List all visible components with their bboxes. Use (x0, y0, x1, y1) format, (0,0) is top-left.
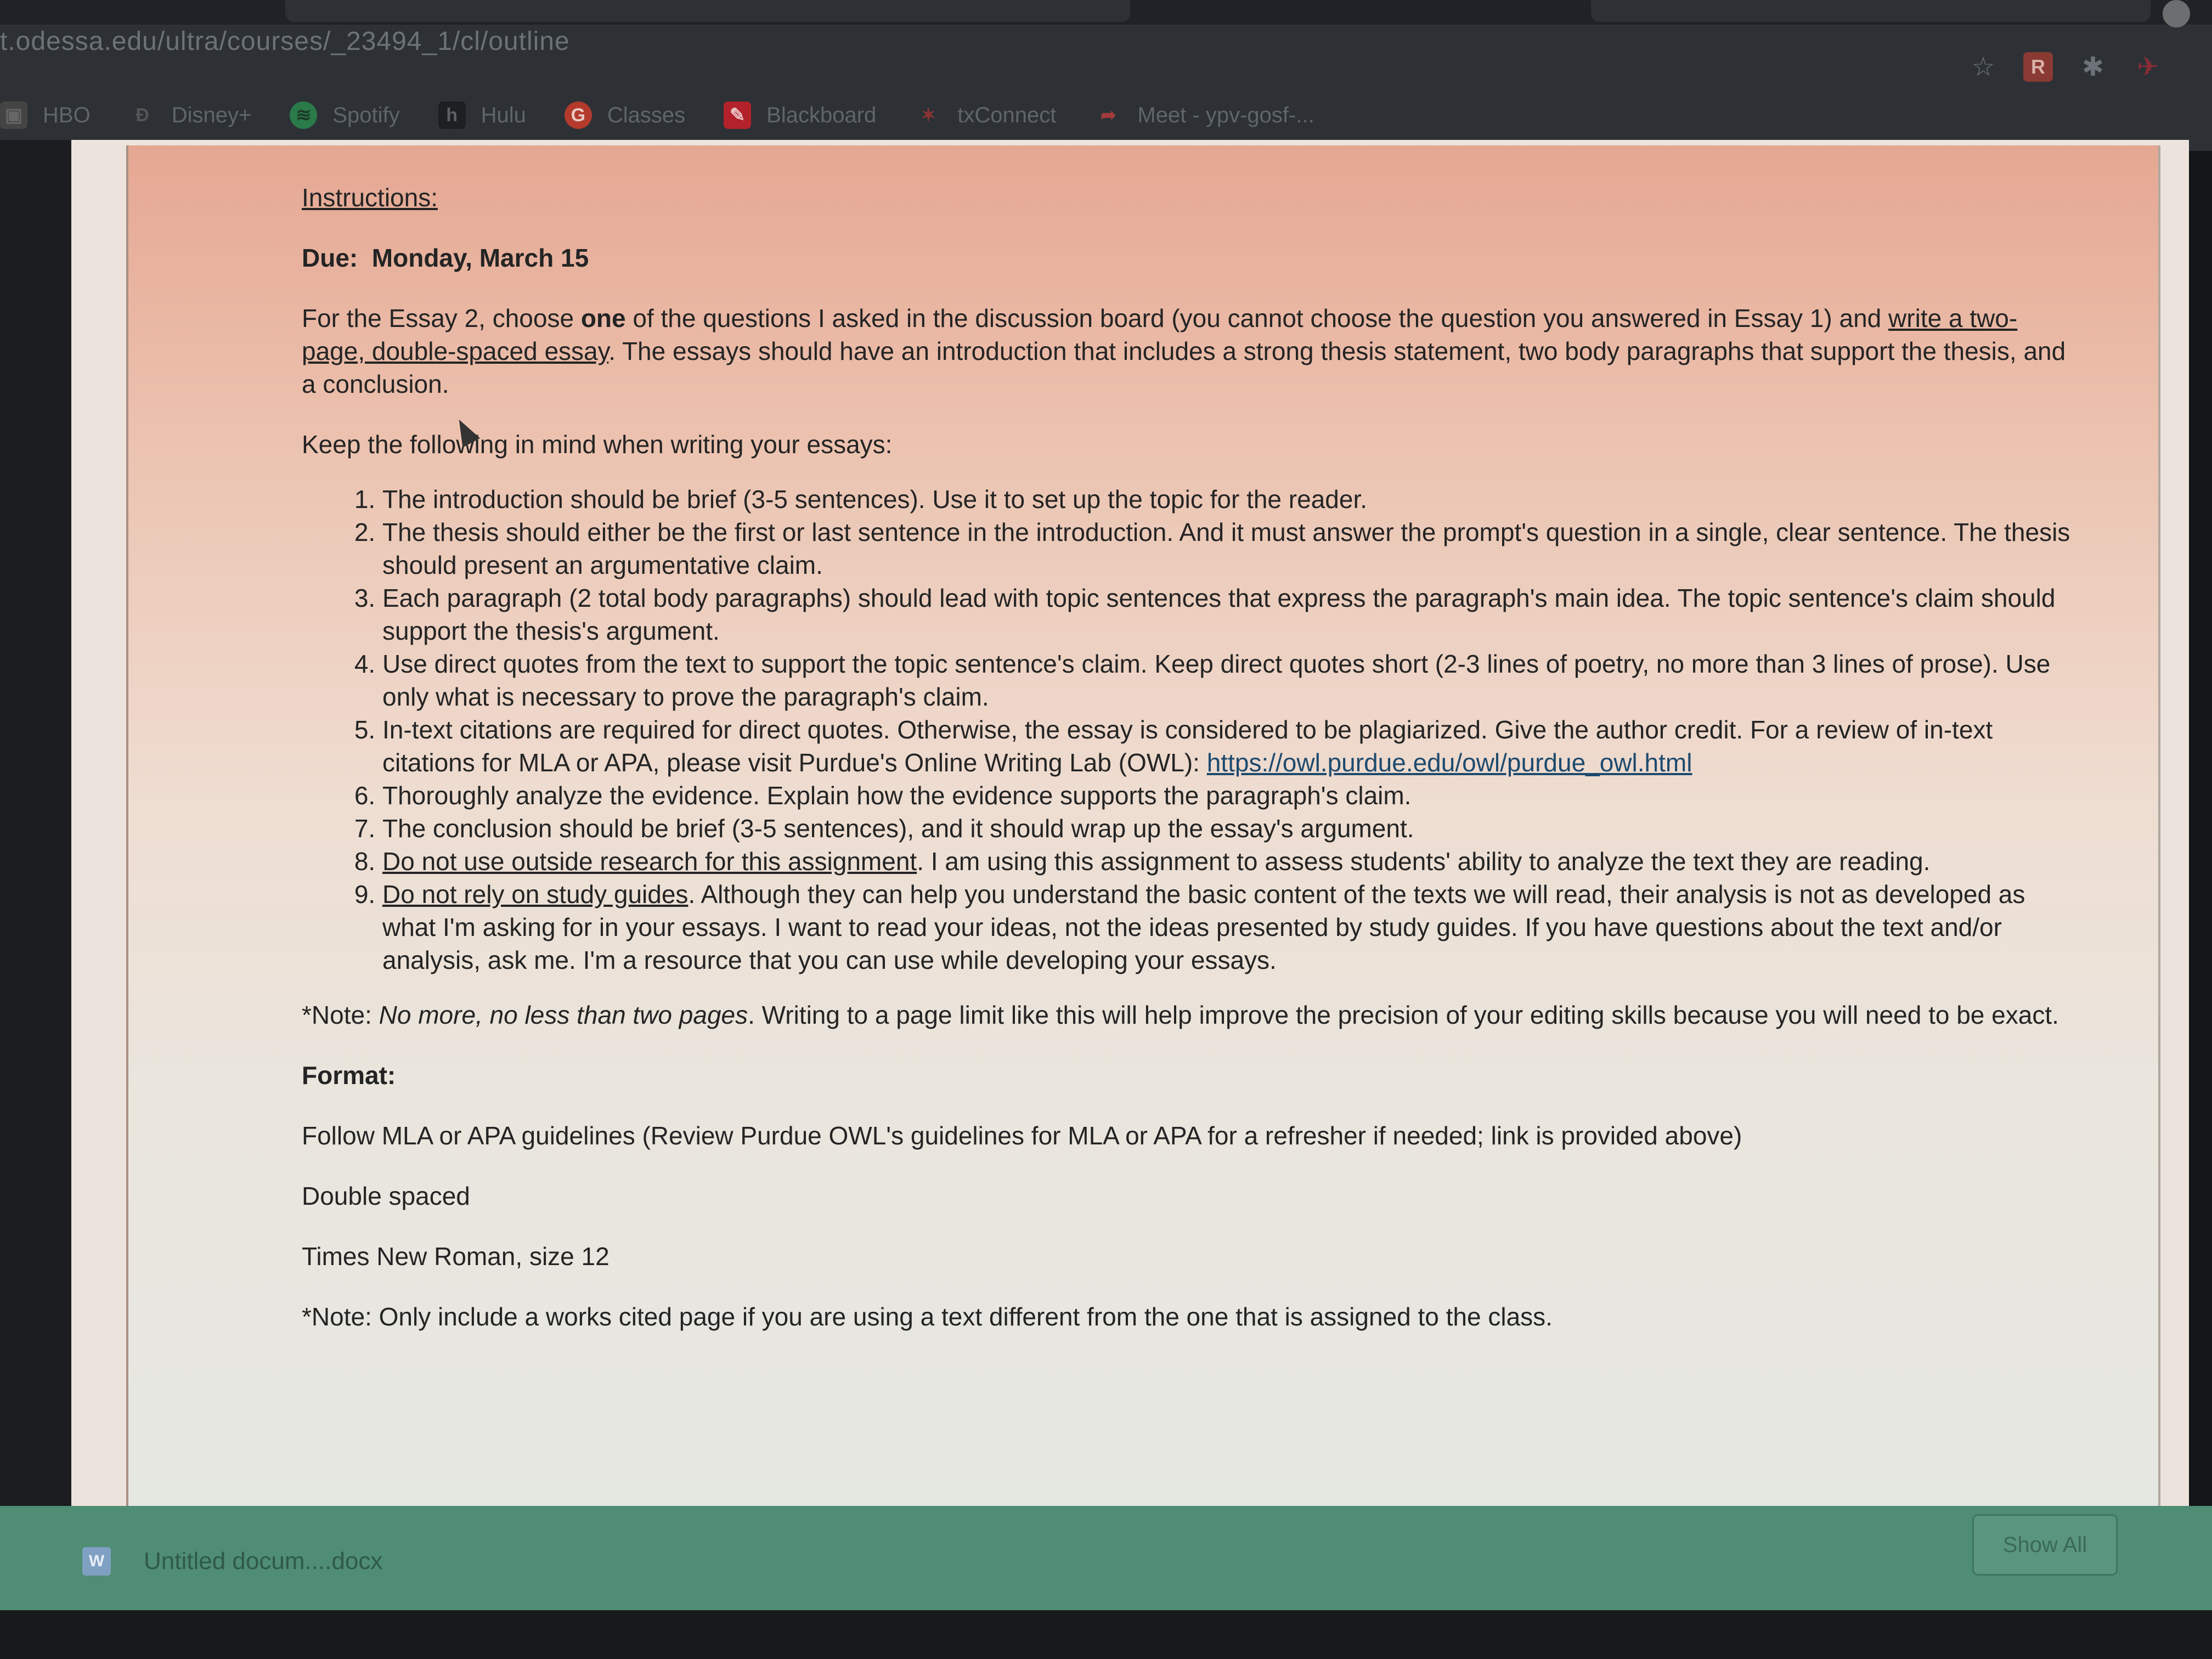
download-file-name: Untitled docum....docx (144, 1548, 383, 1575)
star-icon[interactable]: ☆ (1971, 53, 1995, 82)
download-item[interactable] (82, 1547, 382, 1576)
list-item: 2. The thesis should either be the first or last sentence in the introduction. And it must answer the prompt's question in a single, clear sentence. The thesis should present an argumentative claim. (382, 516, 2074, 582)
bookmark-label: Meet - ypv-gosf-... (1137, 103, 1314, 127)
bookmark-hbo[interactable] (0, 101, 91, 129)
bookmark-txconnect[interactable] (915, 101, 1056, 129)
extension-r-icon[interactable]: R (2023, 52, 2053, 82)
browser-tab[interactable] (285, 0, 1130, 22)
word-document-icon: W (82, 1547, 111, 1576)
hulu-icon: h (438, 101, 466, 129)
list-item: 5. In-text citations are required for direct quotes. Otherwise, the essay is considered to be plagiarized. Give the author credit. For a review of in-text citations for MLA or APA, please visit Purdue's Online Writing Lab (OWL): https://owl.purdue.edu/owl/purdue_owl.html (382, 713, 2074, 779)
tab-strip (0, 0, 2212, 25)
purdue-owl-link[interactable]: https://owl.purdue.edu/owl/purdue_owl.html (1206, 748, 1692, 777)
list-item: 3. Each paragraph (2 total body paragraphs) should lead with topic sentences that express the paragraph's main idea. The topic sentence's claim should support the thesis's argument. (382, 582, 2074, 647)
instructions-heading: Instructions: (302, 183, 438, 212)
screen-left-edge (0, 140, 71, 1517)
bookmark-classes[interactable] (565, 101, 685, 129)
format-line: Times New Roman, size 12 (302, 1242, 610, 1271)
spotify-icon: ≋ (290, 101, 317, 129)
assignment-instructions (302, 181, 2074, 1333)
address-bar[interactable]: t.odessa.edu/ultra/courses/_23494_1/cl/outline (0, 27, 570, 56)
bookmark-meet[interactable] (1094, 101, 1314, 129)
browser-tab[interactable] (1591, 0, 2151, 22)
bookmark-blackboard[interactable] (724, 101, 876, 129)
due-date-line (302, 241, 2074, 274)
bookmark-hulu[interactable] (438, 101, 526, 129)
due-label: Due: (302, 244, 358, 272)
bookmark-label: Hulu (481, 103, 526, 127)
meet-icon: ➦ (1101, 105, 1116, 126)
list-item: 4. Use direct quotes from the text to support the topic sentence's claim. Keep direct quotes short (2-3 lines of poetry, no more than 3 lines of prose). Use only what is necessary to prove the paragraph's claim. (382, 647, 2074, 713)
txconnect-icon: ✶ (921, 105, 936, 126)
bookmark-disney[interactable] (129, 101, 252, 129)
google-icon: G (565, 101, 592, 129)
show-all-button[interactable]: Show All (1972, 1514, 2118, 1576)
bookmark-label: Disney+ (171, 103, 252, 127)
bookmark-label: Spotify (332, 103, 400, 127)
guidelines-list (302, 483, 2074, 977)
extension-puzzle-icon[interactable]: ✱ (2081, 53, 2104, 82)
screen-bottom-edge (0, 1610, 2212, 1659)
list-item: 1. The introduction should be brief (3-5 sentences). Use it to set up the topic for the reader. (382, 483, 2074, 516)
list-item: 8. Do not use outside research for this assignment. I am using this assignment to assess students' ability to analyze the text they are reading. (382, 845, 2074, 878)
profile-icon[interactable] (2163, 0, 2190, 27)
page-limit-note: *Note: No more, no less than two pages. Writing to a page limit like this will help improve the precision of your editing skills because you will need to be exact. (302, 1001, 2059, 1029)
hbo-icon: ▣ (0, 101, 27, 129)
bookmarks-bar (0, 91, 1353, 140)
browser-chrome (0, 0, 2212, 151)
disney-icon: Ð (136, 104, 149, 126)
intro-paragraph: For the Essay 2, choose one of the questions I asked in the discussion board (you cannot choose the question you answered in Essay 1) and write a two-page, double-spaced essay. The essays should have an introduction that includes a strong thesis statement, two body paragraphs that support the thesis, and a conclusion. (302, 304, 2066, 398)
keep-in-mind: Keep the following in mind when writing your essays: (302, 430, 893, 459)
bookmark-label: HBO (43, 103, 91, 127)
list-item: 9. Do not rely on study guides. Although they can help you understand the basic content of the texts we will read, their analysis is not as developed as what I'm asking for in your essays. I want to read your ideas, not the ideas presented by study guides. If you have questions about the text and/or analysis, ask me. I'm a resource that you can use while developing your essays. (382, 878, 2074, 977)
bookmark-label: Blackboard (766, 103, 877, 127)
bookmark-label: txConnect (957, 103, 1057, 127)
format-line: Double spaced (302, 1182, 470, 1210)
format-line: Follow MLA or APA guidelines (Review Purdue OWL's guidelines for MLA or APA for a refresher if needed; link is provided above) (302, 1121, 1742, 1150)
list-item: 6. Thoroughly analyze the evidence. Explain how the evidence supports the paragraph's claim. (382, 779, 2074, 812)
format-heading: Format: (302, 1061, 396, 1090)
profile-icon[interactable]: ✈ (2136, 53, 2159, 82)
bookmark-spotify[interactable] (290, 101, 399, 129)
blackboard-icon: ✎ (724, 101, 751, 129)
works-cited-note: *Note: Only include a works cited page if you are using a text different from the one that is assigned to the class. (302, 1302, 1553, 1331)
list-item: 7. The conclusion should be brief (3-5 sentences), and it should wrap up the essay's argument. (382, 812, 2074, 845)
toolbar-icons (1968, 52, 2163, 82)
due-date: Monday, March 15 (371, 244, 589, 272)
bookmark-label: Classes (607, 103, 686, 127)
